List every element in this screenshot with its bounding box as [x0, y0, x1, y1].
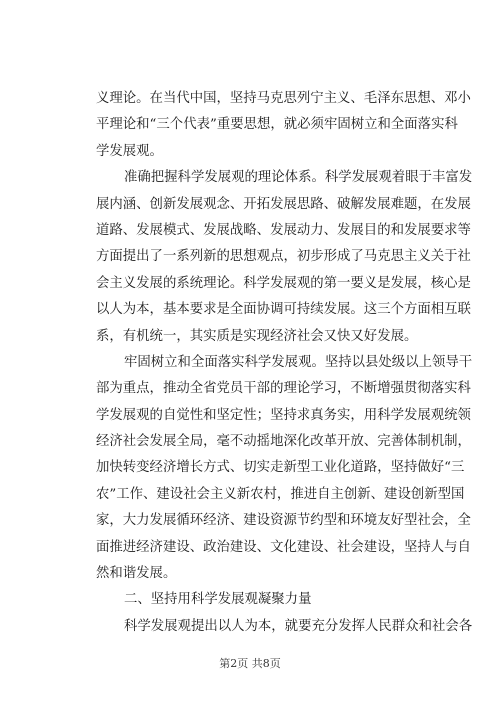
- text-line: [96, 614, 473, 640]
- text-line: [96, 244, 471, 270]
- text-line-content: 面推进经济建设、政治建设、文化建设、社会建设，坚持人与自: [96, 539, 471, 555]
- text-line-content: 科学发展观提出以人为本，就要充分发挥人民群众和社会各: [124, 618, 473, 634]
- text-line-content: 义理论。在当代中国，坚持马克思列宁主义、毛泽东思想、邓小: [96, 91, 471, 106]
- text-line: [96, 535, 471, 561]
- text-line-content: 以人为本，基本要求是全面协调可持续发展。这三个方面相互联: [96, 302, 471, 318]
- text-line-content: 农”工作、建设社会主义新农村，推进自主创新、建设创新型国: [96, 486, 465, 502]
- paragraph: [96, 614, 473, 640]
- text-line: [96, 403, 471, 429]
- paragraph: [96, 86, 471, 165]
- text-line: [96, 587, 406, 613]
- text-line-content: 经济社会发展全局，毫不动摇地深化改革开放、完善体制机制，: [96, 434, 471, 450]
- text-line: [96, 482, 465, 508]
- page-number-label: 第2页 共8页: [219, 657, 281, 670]
- text-line: [96, 376, 471, 402]
- text-line: [96, 455, 465, 481]
- text-line-content: 部为重点，推动全省党员干部的理论学习，不断增强贯彻落实科: [96, 381, 471, 397]
- text-line: [96, 508, 471, 534]
- text-line: [96, 192, 471, 218]
- text-line: [96, 350, 473, 376]
- text-line: [96, 297, 471, 323]
- text-line: [96, 139, 406, 165]
- text-line: [96, 165, 473, 191]
- text-line: [96, 86, 471, 112]
- text-line-content: 家，大力发展循环经济、建设资源节约型和环境友好型社会，全: [96, 513, 471, 529]
- paragraph: [96, 350, 473, 588]
- text-line-content: 牢固树立和全面落实科学发展观。坚持以县处级以上领导干: [124, 354, 473, 370]
- document-body: [96, 86, 473, 640]
- text-line-content: 方面提出了一系列新的思想观点，初步形成了马克思主义关于社: [96, 249, 471, 265]
- text-line-content: 系，有机统一，其实质是实现经济社会又快又好发展。: [96, 328, 418, 344]
- text-line-content: 二、坚持用科学发展观凝聚力量: [124, 592, 312, 608]
- text-line: [96, 218, 471, 244]
- section-heading: [96, 587, 406, 613]
- text-line-content: 学发展观的自觉性和坚定性；坚持求真务实，用科学发展观统领: [96, 407, 471, 423]
- text-line: [96, 561, 406, 587]
- text-line: [96, 324, 418, 350]
- paragraph: [96, 165, 473, 350]
- text-line-content: 学发展观。: [96, 143, 163, 159]
- text-line-content: 道路、发展模式、发展战略、发展动力、发展目的和发展要求等: [96, 222, 471, 238]
- text-line-content: 会主义发展的系统理论。科学发展观的第一要义是发展，核心是: [96, 275, 471, 291]
- text-line-content: 平理论和“三个代表”重要思想，就必须牢固树立和全面落实科: [96, 117, 458, 133]
- text-line-content: 加快转变经济增长方式、切实走新型工业化道路，坚持做好“三: [96, 460, 465, 476]
- text-line: [96, 271, 471, 297]
- text-line: [96, 112, 458, 138]
- page-footer: [0, 655, 500, 671]
- text-line-content: 准确把握科学发展观的理论体系。科学发展观着眼于丰富发: [124, 170, 473, 186]
- text-line-content: 然和谐发展。: [96, 566, 177, 582]
- text-line-content: 展内涵、创新发展观念、开拓发展思路、破解发展难题，在发展: [96, 196, 471, 212]
- text-line: [96, 429, 471, 455]
